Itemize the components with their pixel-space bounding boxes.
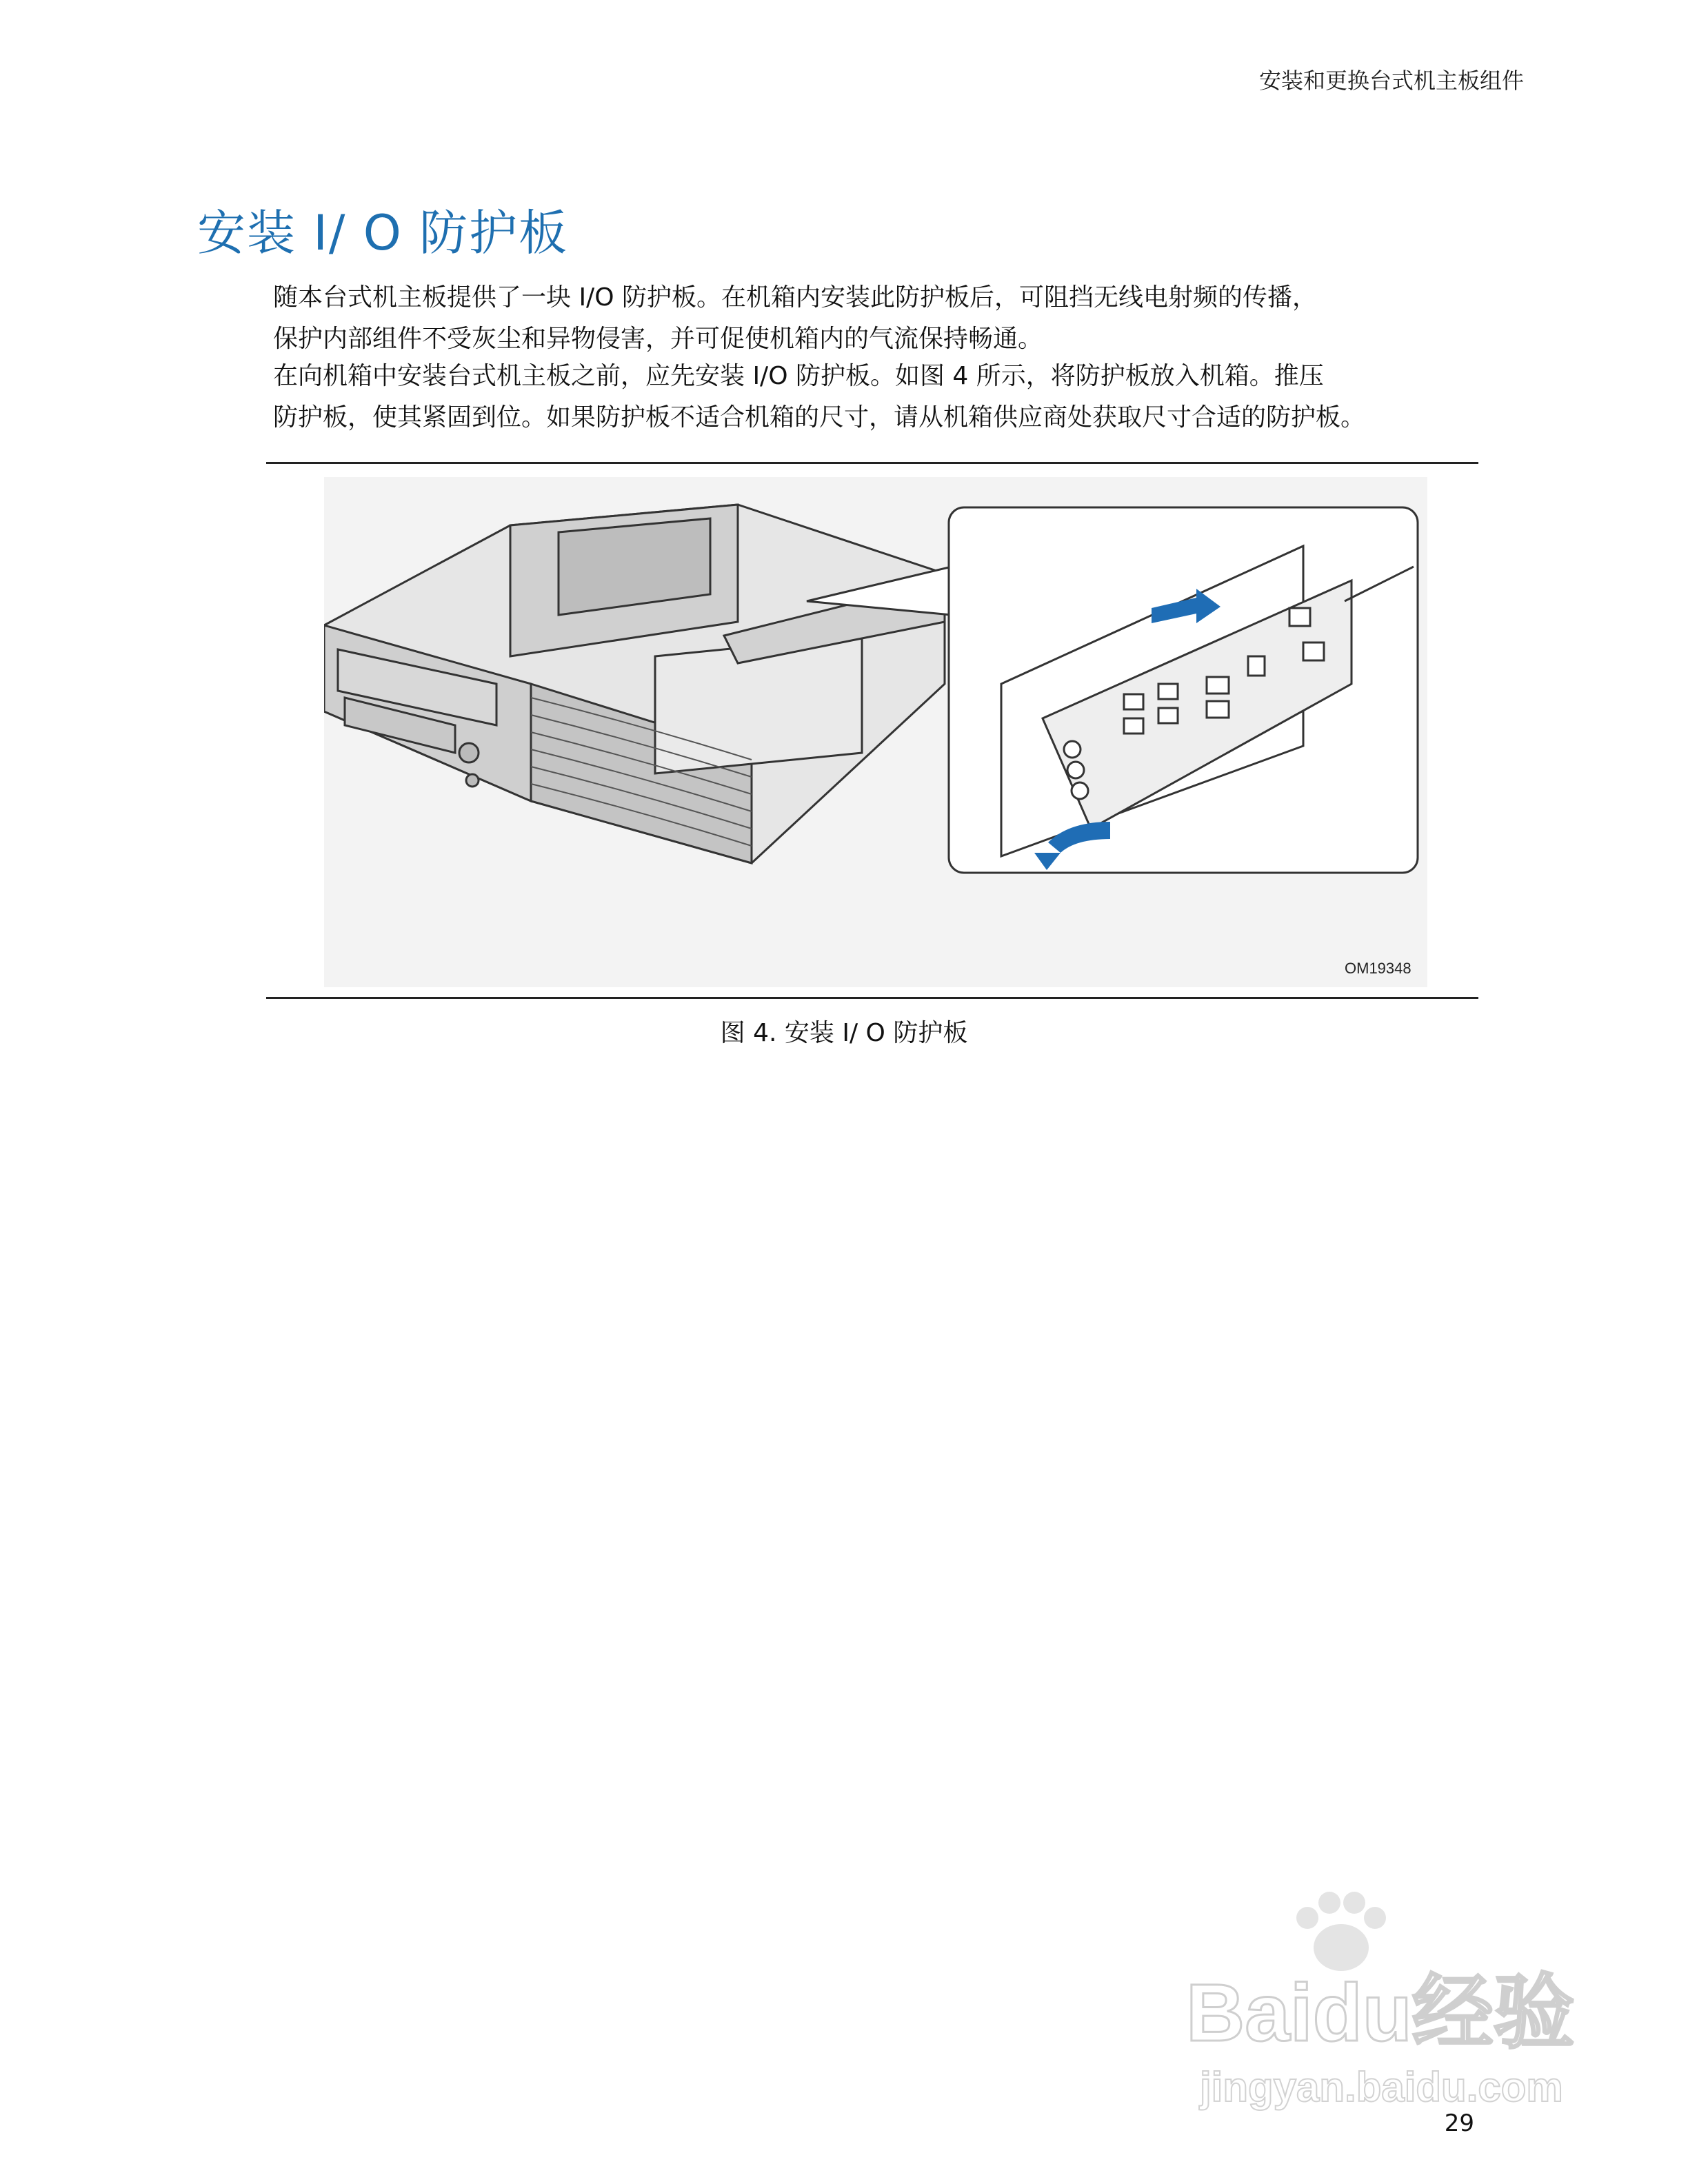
figure-label: OM19348	[1345, 960, 1411, 977]
section-title: 安装 I/ O 防护板	[197, 205, 569, 261]
instruction-paragraph	[273, 356, 1500, 438]
baidu-watermark	[1172, 1882, 1579, 2116]
figure-top-rule	[266, 462, 1478, 464]
watermark-brand: Baidu经验	[1186, 1968, 1575, 2059]
io-shield-figure	[324, 477, 1427, 987]
figure-bottom-rule	[266, 997, 1478, 999]
paragraph-line: 保护内部组件不受灰尘和异物侵害，并可促使机箱内的气流保持畅通。	[273, 325, 1043, 353]
paw-icon	[1296, 1892, 1386, 1971]
intro-paragraph	[273, 277, 1500, 360]
paragraph-line: 防护板，使其紧固到位。如果防护板不适合机箱的尺寸，请从机箱供应商处获取尺寸合适的防护板。	[273, 403, 1366, 432]
running-header: 安装和更换台式机主板组件	[1258, 68, 1524, 94]
figure-caption: 图 4. 安装 I/ O 防护板	[720, 1019, 968, 1047]
paragraph-line: 在向机箱中安装台式机主板之前，应先安装 I/O 防护板。如图 4 所示，将防护板放入机箱。推压	[273, 362, 1324, 390]
paragraph-line: 随本台式机主板提供了一块 I/O 防护板。在机箱内安装此防护板后，可阻挡无线电射频的传播，	[273, 283, 1317, 312]
page-number: 29	[1444, 2110, 1474, 2137]
watermark-url: jingyan.baidu.com	[1200, 2064, 1563, 2110]
